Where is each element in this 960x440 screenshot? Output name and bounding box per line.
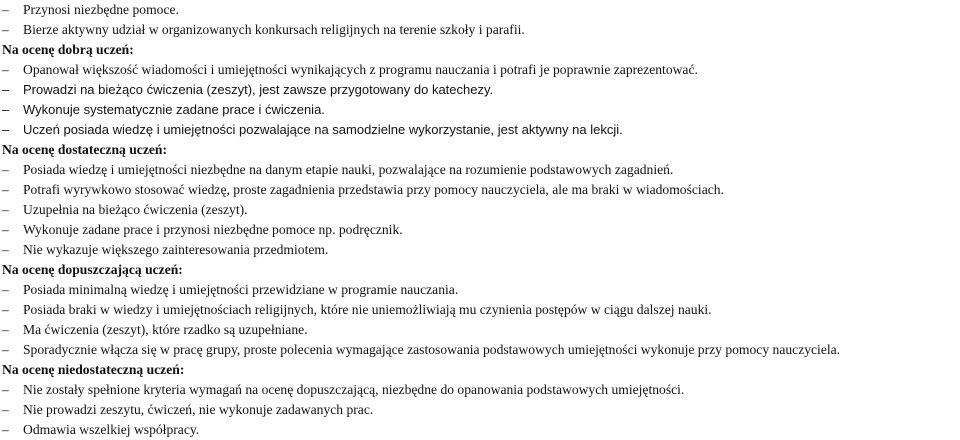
requirement-item <box>2 20 960 40</box>
list-dash-marker: – <box>2 282 9 297</box>
list-dash-marker: – <box>2 342 9 357</box>
requirement-item <box>2 340 960 360</box>
requirement-item <box>2 420 960 440</box>
item-text: Uzupełnia na bieżąco ćwiczenia (zeszyt). <box>23 202 248 217</box>
grade-heading <box>2 40 960 60</box>
list-dash-marker: – <box>2 222 9 237</box>
requirement-item <box>2 380 960 400</box>
heading-text: Na ocenę dopuszczającą uczeń: <box>2 262 183 277</box>
grade-heading <box>2 140 960 160</box>
item-text: Nie wykazuje większego zainteresowania przedmiotem. <box>23 242 329 257</box>
requirement-item <box>2 60 960 80</box>
heading-text: Na ocenę dobrą uczeń: <box>2 42 134 57</box>
item-text: Przynosi niezbędne pomoce. <box>23 2 179 17</box>
item-text: Odmawia wszelkiej współpracy. <box>23 422 200 437</box>
item-text: Posiada braki w wiedzy i umiejętnościach religijnych, które nie uniemożliwiają mu czynienia postępów w ciągu dalszej nauki. <box>23 302 712 317</box>
list-dash-marker: – <box>2 102 10 117</box>
requirement-item <box>2 200 960 220</box>
item-text: Sporadycznie włącza się w pracę grupy, proste polecenia wymagające zastosowania podstawowych umiejętności wykonuje przy pomocy nauczyciela. <box>23 342 841 357</box>
item-text: Wykonuje systematycznie zadane prace i ćwiczenia. <box>23 102 325 117</box>
heading-text: Na ocenę dostateczną uczeń: <box>2 142 167 157</box>
list-dash-marker: – <box>2 202 9 217</box>
requirement-item <box>2 300 960 320</box>
list-dash-marker: – <box>2 122 10 137</box>
list-dash-marker: – <box>2 182 9 197</box>
requirement-item <box>2 100 960 120</box>
requirement-item <box>2 280 960 300</box>
requirement-item <box>2 400 960 420</box>
list-dash-marker: – <box>2 382 9 397</box>
requirement-item <box>2 120 960 140</box>
grade-heading <box>2 360 960 380</box>
list-dash-marker: – <box>2 82 10 97</box>
list-dash-marker: – <box>2 2 9 17</box>
requirement-item <box>2 180 960 200</box>
item-text: Nie prowadzi zeszytu, ćwiczeń, nie wykonuje zadawanych prac. <box>23 402 374 417</box>
item-text: Posiada minimalną wiedzę i umiejętności przewidziane w programie nauczania. <box>23 282 459 297</box>
list-dash-marker: – <box>2 302 9 317</box>
requirement-item <box>2 240 960 260</box>
heading-text: Na ocenę niedostateczną uczeń: <box>2 362 185 377</box>
grade-heading <box>2 260 960 280</box>
list-dash-marker: – <box>2 422 9 437</box>
item-text: Posiada wiedzę i umiejętności niezbędne na danym etapie nauki, pozwalające na rozumienie podstawowych zagadnień. <box>23 162 674 177</box>
list-dash-marker: – <box>2 22 9 37</box>
requirement-item <box>2 320 960 340</box>
list-dash-marker: – <box>2 162 9 177</box>
item-text: Ma ćwiczenia (zeszyt), które rzadko są uzupełniane. <box>23 322 308 337</box>
item-text: Wykonuje zadane prace i przynosi niezbędne pomoce np. podręcznik. <box>23 222 403 237</box>
item-text: Uczeń posiada wiedzę i umiejętności pozwalające na samodzielne wykorzystanie, jest aktywny na lekcji. <box>23 122 623 137</box>
item-text: Prowadzi na bieżąco ćwiczenia (zeszyt), jest zawsze przygotowany do katechezy. <box>23 82 494 97</box>
requirement-item <box>2 80 960 100</box>
list-dash-marker: – <box>2 402 9 417</box>
list-dash-marker: – <box>2 322 9 337</box>
requirement-item <box>2 0 960 20</box>
item-text: Opanował większość wiadomości i umiejętności wynikających z programu nauczania i potrafi je poprawnie zaprezentować. <box>23 62 698 77</box>
list-dash-marker: – <box>2 242 9 257</box>
list-dash-marker: – <box>2 62 9 77</box>
item-text: Nie zostały spełnione kryteria wymagań na ocenę dopuszczającą, niezbędne do opanowania podstawowych umiejętności. <box>23 382 685 397</box>
requirement-item <box>2 160 960 180</box>
requirement-item <box>2 220 960 240</box>
item-text: Bierze aktywny udział w organizowanych konkursach religijnych na terenie szkoły i parafii. <box>23 22 525 37</box>
item-text: Potrafi wyrywkowo stosować wiedzę, proste zagadnienia przedstawia przy pomocy nauczyciela, ale ma braki w wiadomościach. <box>23 182 724 197</box>
